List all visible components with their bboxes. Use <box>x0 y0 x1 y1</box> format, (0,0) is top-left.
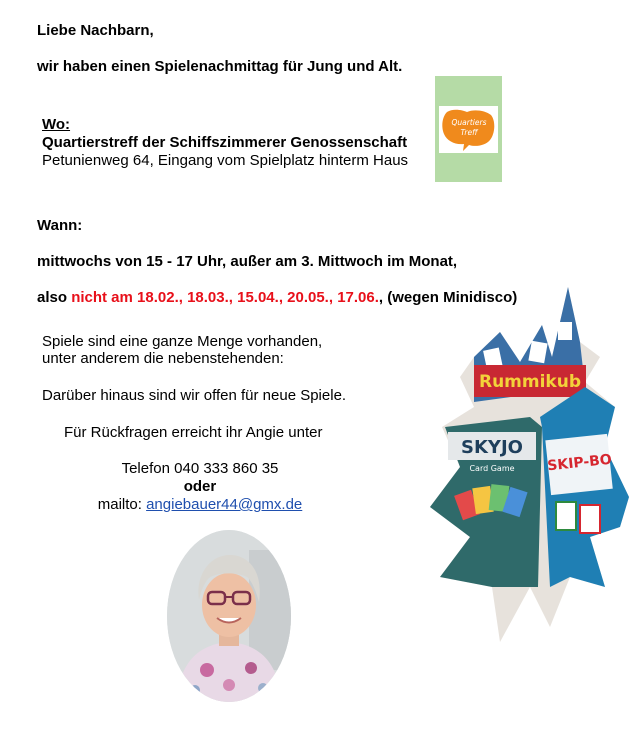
skyjo-subtitle: Card Game <box>469 464 515 473</box>
mail-prefix: mailto: <box>97 496 147 513</box>
phone-number: Telefon 040 333 860 35 <box>121 460 279 477</box>
skyjo-title: SKYJO <box>461 437 523 458</box>
or-text: oder <box>183 478 217 495</box>
rummikub-title: Rummikub <box>478 372 582 392</box>
email-line <box>0 496 400 514</box>
games-collage <box>430 287 629 642</box>
skipbo-title: SKIP-BO <box>546 451 613 475</box>
contact-intro: Für Rückfragen erreicht ihr Angie unter <box>64 424 323 441</box>
when-heading: Wann: <box>37 217 83 234</box>
speech-bubble-logo-icon <box>439 106 498 153</box>
open-for-new-games: Darüber hinaus sind wir offen für neue Spiele. <box>42 387 347 404</box>
logo-text-line2: Treff <box>460 128 478 137</box>
portrait-image <box>167 530 291 702</box>
venue-name: Quartierstreff der Schiffszimmerer Genossenschaft <box>42 134 408 151</box>
email-link[interactable]: angiebauer44@gmx.de <box>146 496 303 513</box>
board-games-illustration <box>430 287 629 642</box>
logo-text-line1: Quartiers <box>451 118 487 127</box>
schedule-text: mittwochs von 15 - 17 Uhr, außer am 3. Mittwoch im Monat, <box>37 253 458 270</box>
where-heading: Wo: <box>42 116 71 133</box>
games-line-2: unter anderem die nebenstehenden: <box>42 350 284 367</box>
exception-dates: nicht am 18.02., 18.03., 15.04., 20.05., 17.06. <box>71 289 379 306</box>
intro-text: wir haben einen Spielenachmittag für Jung und Alt. <box>37 58 403 75</box>
exceptions-suffix: , (wegen Minidisco) <box>378 289 518 306</box>
quartierstreff-logo <box>435 76 502 182</box>
venue-address: Petunienweg 64, Eingang vom Spielplatz hinterm Haus <box>42 152 409 169</box>
exceptions-prefix: also <box>37 289 72 306</box>
greeting: Liebe Nachbarn, <box>37 22 154 39</box>
logo-panel <box>439 106 498 153</box>
games-line-1: Spiele sind eine ganze Menge vorhanden, <box>42 333 323 350</box>
contact-photo <box>167 530 291 702</box>
